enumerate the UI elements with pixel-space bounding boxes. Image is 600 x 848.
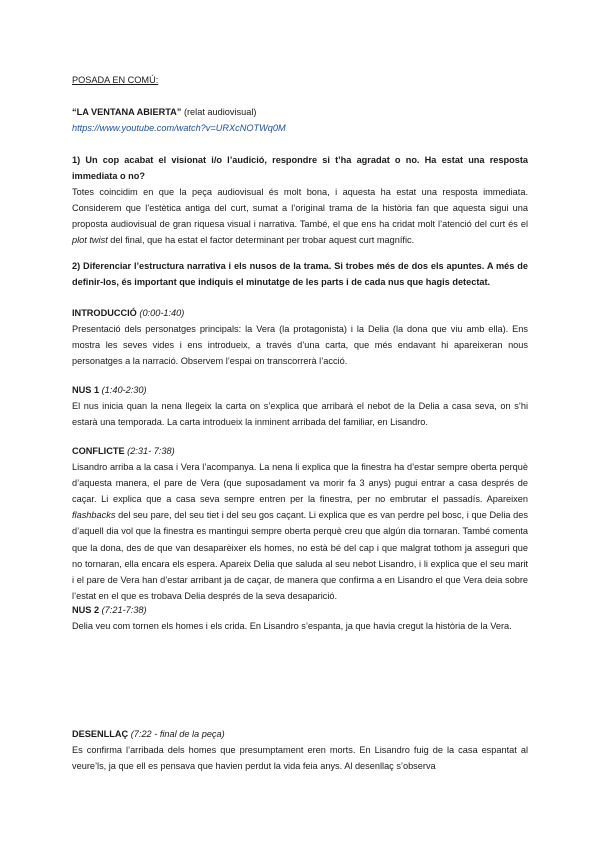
question-1-text: 1) Un cop acabat el visionat i/o l’audició, respondre si t’ha agradat o no. Ha estat una resposta immediata o no? <box>72 155 528 182</box>
work-title: “LA VENTANA ABIERTA” <box>72 107 182 117</box>
section-nus1-heading <box>72 382 528 398</box>
nus1-heading: NUS 1 <box>72 385 100 395</box>
work-url-link[interactable]: https://www.youtube.com/watch?v=URXcNOTWq0M <box>72 123 286 134</box>
section-intro-text: Presentació dels personatges principals: la Vera (la protagonista) i la Delia (la dona que viu amb ella). Ens mostra les seves vides i ens introdueix, a través d’una carta, que més endavant hi apareixeran nous personatges a la narració. Observem l’espai on transcorrerà l’acció. <box>72 324 528 367</box>
work-subtitle: (relat audiovisual) <box>181 107 257 117</box>
question-1 <box>72 152 528 249</box>
section-conflicte-heading <box>72 443 528 459</box>
question-2-text: 2) Diferenciar l’estructura narrativa i els nusos de la trama. Si trobes més de dos els apuntes. A més de definir-los, és important que indiquis el minutatge de les parts i de cada nus que hagis detectat. <box>72 261 528 288</box>
section-nus1-text: El nus inicia quan la nena llegeix la carta on s’explica que arribarà el nebot de la Delia a casa seva, on s’hi estarà una temporada. La carta introdueix la inminent arribada del familiar, en Lisandro. <box>72 401 528 428</box>
document-title: POSADA EN COMÚ: <box>72 75 159 85</box>
section-conflicte <box>72 443 528 604</box>
answer-1-part-b: del final, que ha estat el factor determinant per trobar aquest curt magnífic. <box>107 235 415 246</box>
answer-1-emphasis: plot twist <box>72 235 108 246</box>
section-desenllac-text: Es confirma l’arribada dels homes que presumptament eren morts. En Lisandro fuig de la casa espantat al veure’ls, ja que ell es pensava que havien perdut la vida feia anys. Al desenllaç s’observa <box>72 745 528 772</box>
nus2-heading: NUS 2 <box>72 605 100 615</box>
conflicte-heading: CONFLICTE <box>72 446 125 456</box>
desenllac-heading: DESENLLAÇ <box>72 729 129 739</box>
section-conflicte-text <box>72 459 528 604</box>
section-nus2-heading <box>72 602 528 618</box>
section-desenllac <box>72 726 528 774</box>
section-nus2 <box>72 602 528 634</box>
section-nus2-text: Delia veu com tornen els homes i els crida. En Lisandro s’espanta, ja que havia cregut la història de la Vera. <box>72 621 512 632</box>
intro-heading: INTRODUCCIÓ <box>72 308 137 318</box>
nus2-time: (7:21-7:38) <box>101 605 147 615</box>
section-intro-heading <box>72 305 528 321</box>
question-1-answer <box>72 184 528 248</box>
desenllac-time: (7:22 - final de la peça) <box>130 729 225 739</box>
section-desenllac-heading <box>72 726 528 742</box>
section-nus1 <box>72 382 528 430</box>
work-title-line <box>72 104 528 120</box>
nus1-time: (1:40-2:30) <box>101 385 147 395</box>
question-2 <box>72 258 528 290</box>
section-intro <box>72 305 528 369</box>
document-title-block <box>72 72 528 88</box>
answer-1-part-a: Totes coincidim en que la peça audiovisual és molt bona, i aquesta ha estat una resposta immediata. Considerem que l’estètica antiga del curt, sumat a l’original trama de la història fan que aquesta sigui una proposta audiovisual de gran riquesa visual i narrativa. També, el que ens ha cridat molt l’atenció del curt és el <box>72 187 528 230</box>
conflicte-time: (2:31- 7:38) <box>127 446 175 456</box>
conflicte-emphasis: flashbacks <box>72 510 116 521</box>
conflicte-text-b: del seu pare, del seu tiet i del seu gos caçant. Li explica que es van perdre pel bosc, i que Delia des d’aquell dia vol que la finestra es mantingui sempre oberta perquè creu que algún dia tornaran. També comenta que la dona, des de que van desaparèixer els homes, no està bé del cap i que malgrat tothom ja asseguri que no tornaran, ella encara els espera. Apareix Delia que saluda al seu nebot Lisandro, i li explica que el seu marit i el pare de Vera han d’estar arribant ja de caçar, de manera que confirma a en Lisandro el que Vera deia sobre l’estat en el que es trobava Delia després de la seva desaparició. <box>72 510 528 601</box>
conflicte-text-a: Lisandro arriba a la casa i Vera l’acompanya. La nena li explica que la finestra ha d’estar sempre oberta perquè d’aquesta manera, el pare de Vera (que suposadament va morir fa 3 anys) pugui entrar a casa després de caçar. Li explica que a casa seva sempre entren per la finestra, per no embrutar el passadís. Apareixen <box>72 462 528 505</box>
intro-time: (0:00-1:40) <box>139 308 185 318</box>
work-header <box>72 104 528 136</box>
